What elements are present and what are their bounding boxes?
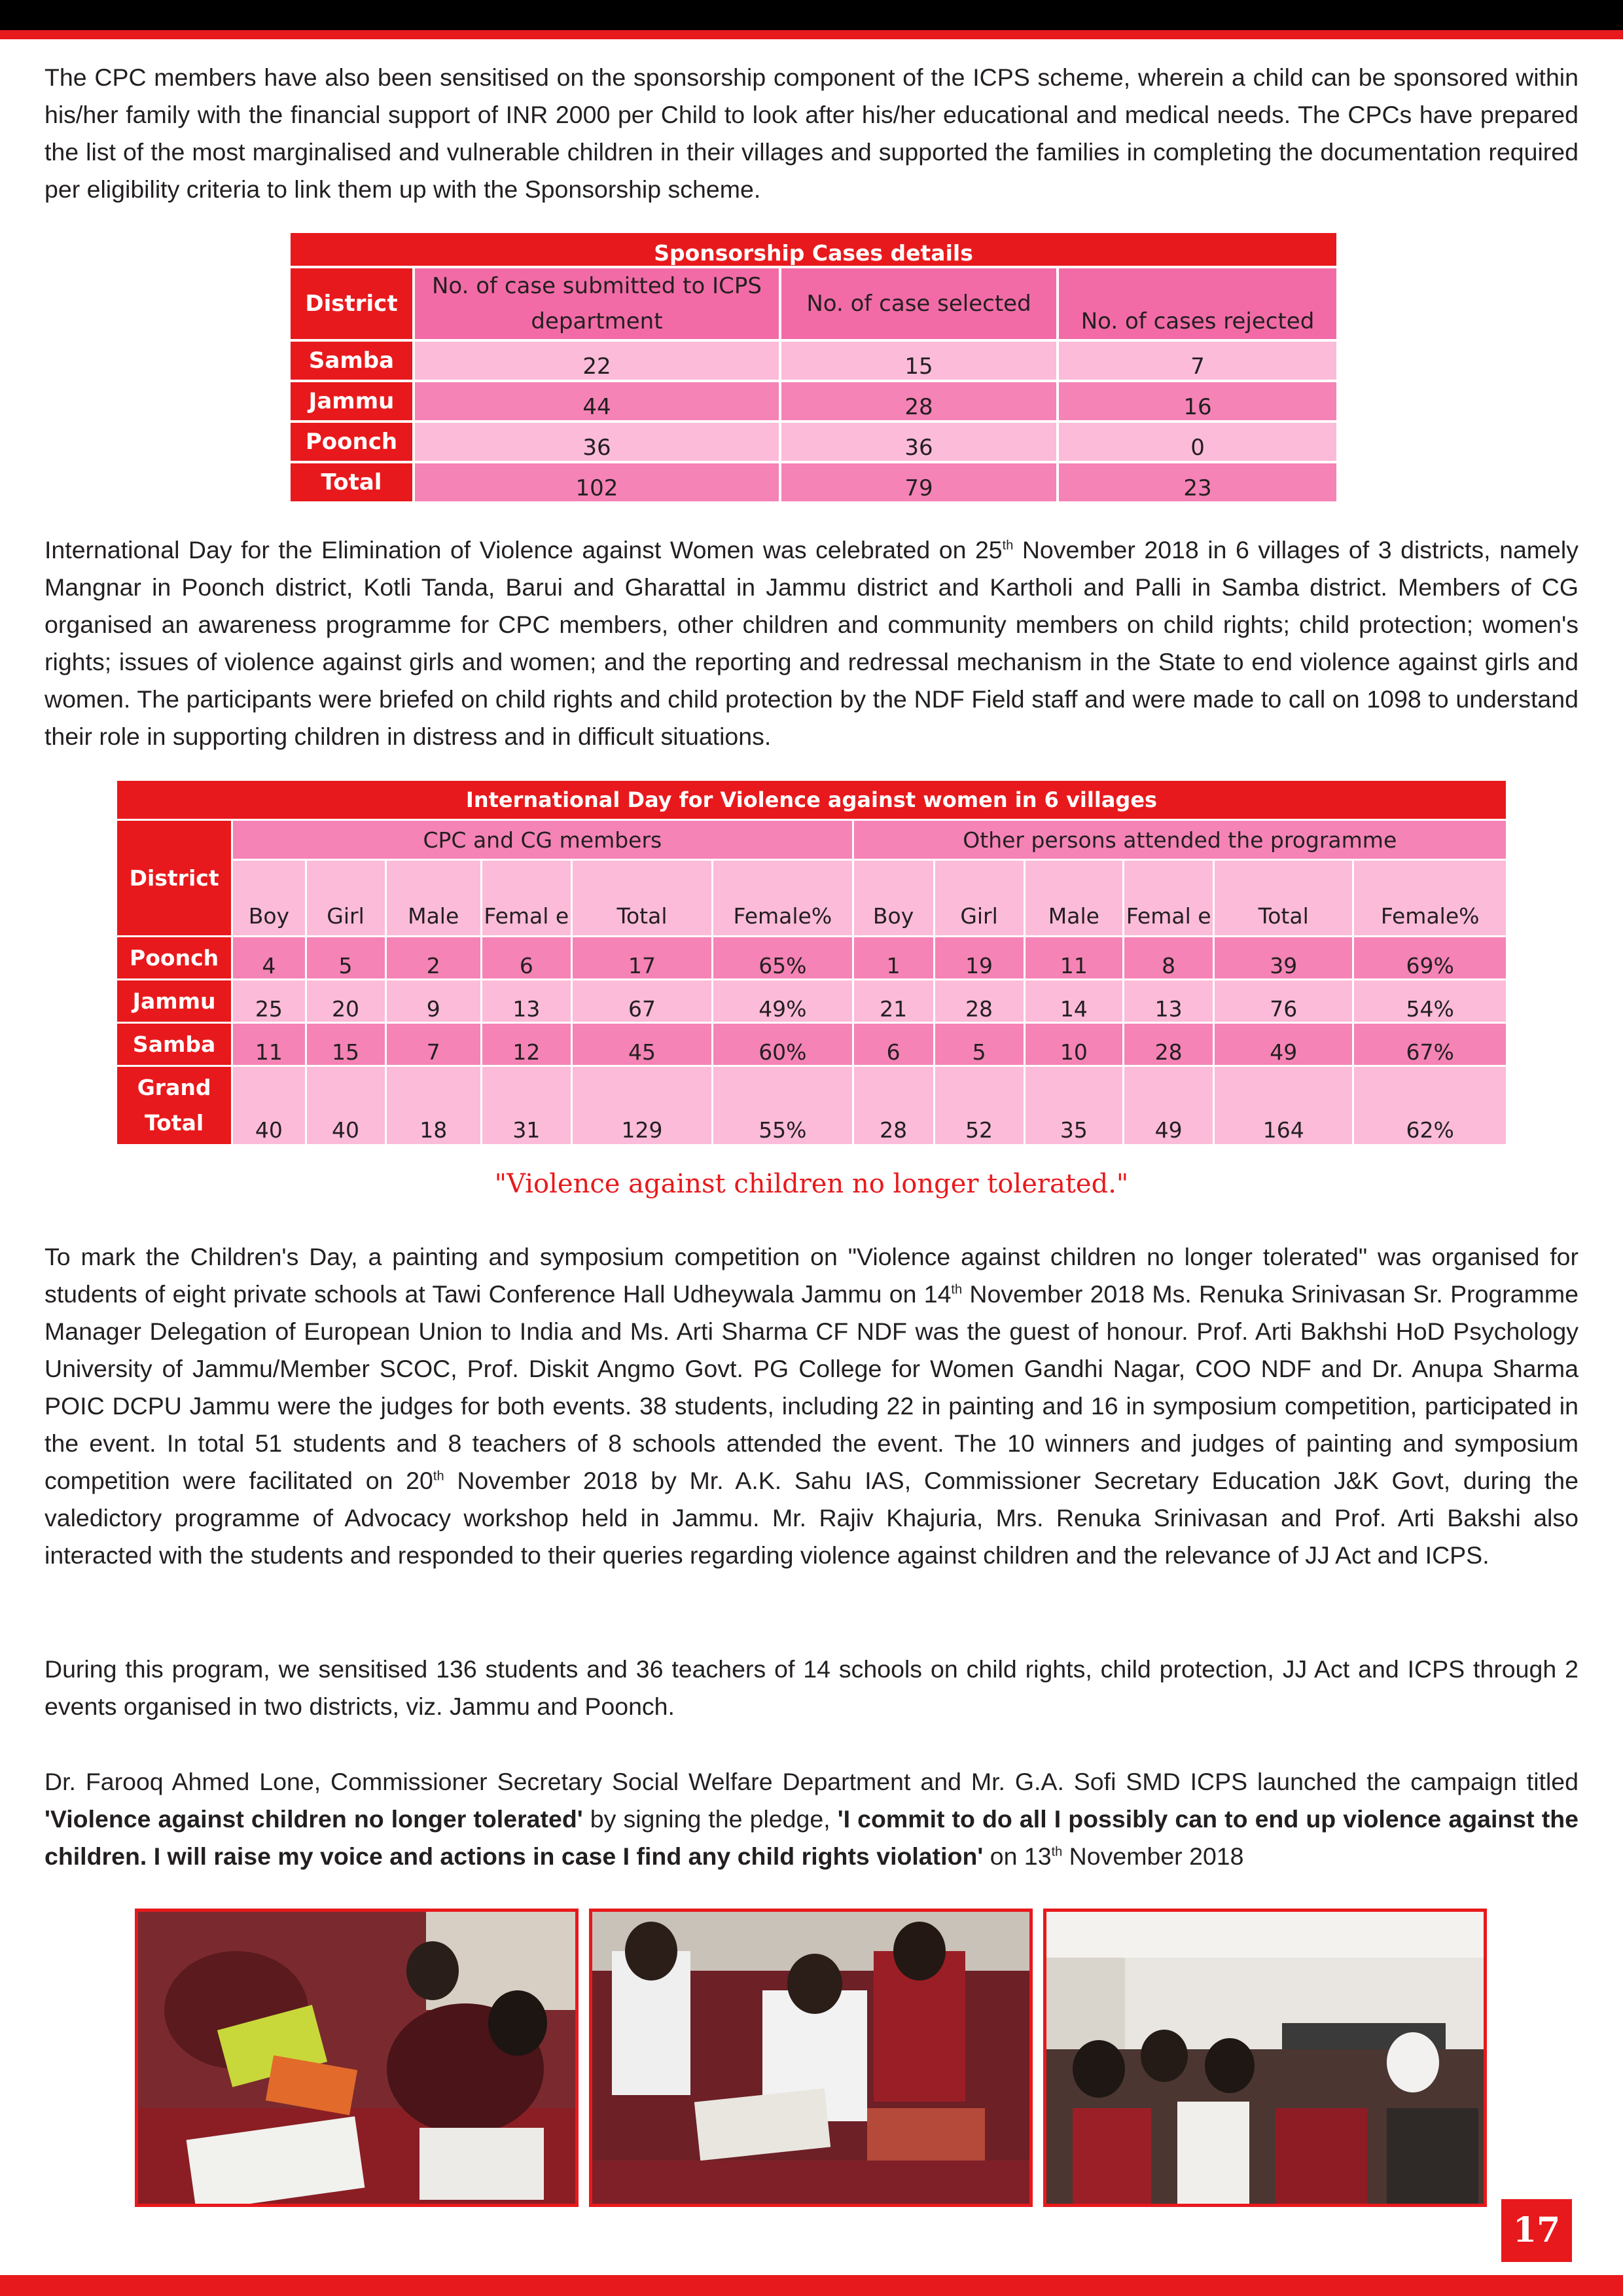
photo-painting-competition-2 [589,1909,1033,2207]
violence-table-title: International Day for Violence against women in 6 villages [117,781,1506,819]
table-cell: 5 [935,1024,1024,1065]
table-cell: 54% [1354,980,1506,1022]
table-cell: 18 [387,1067,480,1144]
table-cell: 129 [573,1067,711,1144]
table-row [117,1067,1506,1144]
table-cell: 1 [854,937,933,978]
table-cell: 39 [1215,937,1352,978]
superscript: th [951,1282,963,1297]
paragraph-childrens-day [45,1238,1578,1574]
table-cell: 76 [1215,980,1352,1022]
paragraph-text: on 13 [983,1842,1052,1870]
campaign-quote: "Violence against children no longer tolerated." [494,1169,1129,1199]
subheader-female-pct: Female% [1354,861,1506,935]
table-cell: 16 [1059,382,1336,420]
table-cell: 5 [307,937,385,978]
subheader-male: Male [387,861,480,935]
row-header: Total [291,463,412,501]
table-cell: 79 [781,463,1056,501]
table-cell: 65% [713,937,851,978]
table-cell: 2 [387,937,480,978]
table-row [117,980,1506,1022]
table-cell: 25 [233,980,304,1022]
table-cell: 36 [781,423,1056,461]
table-cell: 11 [233,1024,304,1065]
table-cell: 10 [1026,1024,1123,1065]
sponsorship-table [288,230,1339,504]
table-cell: 21 [854,980,933,1022]
subheader-boy: Boy [854,861,933,935]
subheader-girl: Girl [935,861,1024,935]
table-row [291,463,1336,501]
table-cell: 67% [1354,1024,1506,1065]
table-cell: 164 [1215,1067,1352,1144]
table-cell: 52 [935,1067,1024,1144]
table-cell: 45 [573,1024,711,1065]
subheader-female: Femal e [482,861,571,935]
table-cell: 14 [1026,980,1123,1022]
paragraph-text: November 2018 Ms. Renuka Srinivasan Sr. Programme Manager Delegation of European Union to India and Ms. Arti Sharma CF NDF was the guest of honour. Prof. Arti Bakhshi HoD Psychology University of Jammu/Member SCOC, Prof. Diskit Angmo Govt. PG College for Women Gandhi Nagar, COO NDF and Dr. Anupa Sharma POIC DCPU Jammu were the judges for both events. 38 students, including 22 in painting and 16 in symposium competition, participated in the event. In total 51 students and 8 teachers of 8 schools attended the event. The 10 winners and judges of painting and symposium competition were facilitated on 20 [45,1280,1578,1494]
paragraph-text: November 2018 in 6 villages of 3 districts, namely Mangnar in Poonch district, Kotli Tanda, Barui and Gharattal in Jammu district and Kartholi and Palli in Samba district. Members of CG organised an awareness programme for CPC members, other children and community members on child rights; child protection; women's rights; issues of violence against girls and women; and the reporting and redressal mechanism in the State to end violence against girls and women. The participants were briefed on child rights and child protection by the NDF Field staff and were made to call on 1098 to understand their role in supporting children in distress and in difficult situations. [45,536,1578,750]
table-row [291,342,1336,380]
table-cell: 22 [415,342,779,380]
column-header-submitted: No. of case submitted to ICPS department [415,268,779,339]
column-header-district: District [291,268,412,339]
subheader-female-pct: Female% [713,861,851,935]
table-cell: 35 [1026,1067,1123,1144]
footer-bar [0,2275,1623,2296]
table-cell: 7 [1059,342,1336,380]
table-cell: 67 [573,980,711,1022]
paragraph-violence-day [45,531,1578,755]
table-cell: 44 [415,382,779,420]
table-cell: 9 [387,980,480,1022]
column-header-district: District [117,821,231,935]
superscript: th [1051,1844,1063,1859]
table-cell: 6 [482,937,571,978]
photo-painting-competition-1 [135,1909,579,2207]
table-cell: 102 [415,463,779,501]
table-cell: 28 [935,980,1024,1022]
table-cell: 40 [233,1067,304,1144]
table-cell: 11 [1026,937,1123,978]
subheader-boy: Boy [233,861,304,935]
pledge-text-bold: 'I commit to do all I possibly can to end up violence against the children. I will raise my voice and actions in case I find any child rights violation' [45,1805,1578,1870]
table-cell: 40 [307,1067,385,1144]
paragraph-text: International Day for the Elimination of Violence against Women was celebrated on 25 [45,536,1003,564]
table-cell: 55% [713,1067,851,1144]
column-header-selected: No. of case selected [781,268,1056,339]
sponsorship-table-title: Sponsorship Cases details [291,233,1336,266]
table-cell: 69% [1354,937,1506,978]
subheader-male: Male [1026,861,1123,935]
row-header: Grand Total [117,1067,231,1144]
paragraph-program-summary [45,1651,1578,1725]
table-cell: 15 [307,1024,385,1065]
paragraph-sponsorship-intro [45,59,1578,208]
paragraph-text: Dr. Farooq Ahmed Lone, Commissioner Secretary Social Welfare Department and Mr. G.A. Sofi SMD ICPS launched the campaign titled [45,1768,1578,1795]
violence-day-table [115,779,1508,1146]
photo-students-painting-floor-image [592,1912,1029,2204]
superscript: th [1002,538,1014,553]
table-cell: 6 [854,1024,933,1065]
group-header-cpc-cg: CPC and CG members [233,821,851,859]
paragraph-text: November 2018 [1062,1842,1244,1870]
table-cell: 49 [1215,1024,1352,1065]
table-cell: 7 [387,1024,480,1065]
row-header: Samba [291,342,412,380]
row-header: Jammu [117,980,231,1022]
table-cell: 31 [482,1067,571,1144]
paragraph-text: During this program, we sensitised 136 students and 36 teachers of 14 schools on child rights, child protection, JJ Act and ICPS through 2 events organised in two districts, viz. Jammu and Poonch. [45,1655,1578,1720]
table-cell: 0 [1059,423,1336,461]
table-cell: 36 [415,423,779,461]
row-header: Poonch [117,937,231,978]
table-cell: 23 [1059,463,1336,501]
table-cell: 62% [1354,1067,1506,1144]
table-cell: 4 [233,937,304,978]
campaign-title-bold: 'Violence against children no longer tolerated' [45,1805,583,1833]
table-cell: 60% [713,1024,851,1065]
paragraph-text: November 2018 by Mr. A.K. Sahu IAS, Commissioner Secretary Education J&K Govt, during the valedictory programme of Advocacy workshop held in Jammu. Mr. Rajiv Khajuria, Mrs. Renuka Srinivasan and Prof. Arti Bakshi also interacted with the students and responded to their queries regarding violence against children and the relevance of JJ Act and ICPS. [45,1467,1578,1569]
column-header-rejected: No. of cases rejected [1059,268,1336,339]
table-cell: 49% [713,980,851,1022]
table-cell: 17 [573,937,711,978]
table-cell: 28 [1124,1024,1213,1065]
table-row [117,937,1506,978]
table-row [291,423,1336,461]
page-number: 17 [1501,2199,1572,2262]
table-cell: 12 [482,1024,571,1065]
subheader-total: Total [573,861,711,935]
table-row [117,1024,1506,1065]
group-header-other-persons: Other persons attended the programme [854,821,1506,859]
row-header: Poonch [291,423,412,461]
table-row [291,382,1336,420]
subheader-female: Femal e [1124,861,1213,935]
photo-symposium-hall [1043,1909,1487,2207]
paragraph-text: The CPC members have also been sensitised on the sponsorship component of the ICPS scheme, wherein a child can be sponsored within his/her family with the financial support of INR 2000 per Child to look after his/her educational and medical needs. The CPCs have prepared the list of the most marginalised and vulnerable children in their villages and supported the families in completing the documentation required per eligibility criteria to link them up with the Sponsorship scheme. [45,63,1578,203]
subheader-girl: Girl [307,861,385,935]
superscript: th [433,1469,444,1484]
table-cell: 28 [781,382,1056,420]
table-cell: 8 [1124,937,1213,978]
paragraph-text: To mark the Children's Day, a painting and symposium competition on "Violence against children no longer tolerated" was organised for students of eight private schools at Tawi Conference Hall Udheywala Jammu on 14 [45,1243,1578,1308]
photo-painting-students-image [138,1912,575,2204]
table-cell: 15 [781,342,1056,380]
table-cell: 19 [935,937,1024,978]
header-red-strip [0,30,1623,39]
paragraph-text: by signing the pledge, [582,1805,838,1833]
table-cell: 20 [307,980,385,1022]
subheader-total: Total [1215,861,1352,935]
table-cell: 49 [1124,1067,1213,1144]
photo-conference-audience-image [1046,1912,1484,2204]
table-cell: 13 [482,980,571,1022]
header-bar [0,0,1623,39]
paragraph-campaign-launch [45,1763,1578,1875]
row-header: Jammu [291,382,412,420]
row-header: Samba [117,1024,231,1065]
table-cell: 28 [854,1067,933,1144]
table-cell: 13 [1124,980,1213,1022]
